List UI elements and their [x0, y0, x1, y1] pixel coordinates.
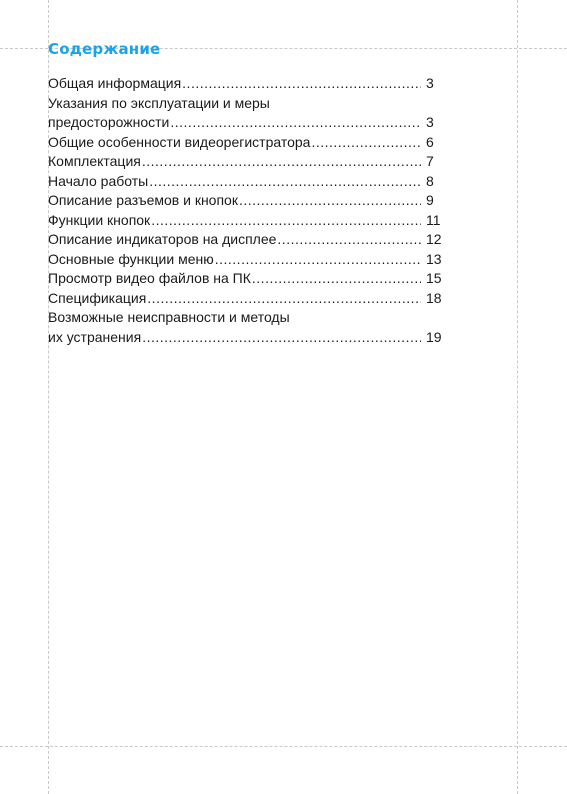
toc-leader-dots [239, 191, 421, 211]
toc-entry[interactable] [48, 211, 444, 231]
toc-leader-dots [142, 152, 421, 172]
toc-entry-title-line: Возможные неисправности и методы [48, 309, 290, 325]
toc-entry[interactable] [48, 152, 444, 172]
toc-page-number: 8 [426, 172, 434, 189]
toc-entry-title: Комплектация [48, 153, 141, 169]
toc-leader-dots [151, 211, 421, 231]
toc-leader-dots [277, 230, 421, 250]
toc-entry-title: предосторожности [48, 114, 170, 130]
toc-page-number: 11 [426, 211, 441, 228]
toc-entry-title: Общие особенности видеорегистратора [48, 133, 311, 150]
toc-leader-dots [215, 250, 421, 270]
toc-entry-title-line: Указания по эксплуатации и меры [48, 94, 270, 111]
toc-entry[interactable] [48, 94, 444, 133]
toc-entry-title: Описание индикаторов на дисплее [48, 231, 277, 247]
toc-entry-title: Начало работы [48, 172, 149, 189]
toc-page-number: 13 [426, 250, 442, 267]
toc-entry-title: их устранения [48, 328, 142, 345]
toc-entry[interactable] [48, 74, 444, 94]
table-of-contents [48, 74, 444, 347]
toc-page-number: 3 [426, 75, 434, 91]
toc-leader-dots [142, 328, 421, 348]
toc-page-number: 19 [426, 328, 442, 345]
page-title: Содержание [48, 40, 161, 58]
toc-entry-title: Просмотр видео файлов на ПК [48, 270, 251, 286]
toc-page-number: 15 [426, 270, 442, 286]
crop-guide-right [517, 0, 518, 794]
crop-guide-bottom [0, 746, 567, 747]
toc-entry[interactable] [48, 250, 444, 270]
toc-leader-dots [170, 113, 421, 133]
toc-entry-title: Описание разъемов и кнопок [48, 192, 238, 208]
toc-entry[interactable] [48, 191, 444, 211]
toc-entry[interactable] [48, 269, 444, 289]
toc-leader-dots [182, 74, 421, 94]
toc-entry-title: Функции кнопок [48, 211, 151, 228]
toc-entry[interactable] [48, 308, 444, 347]
toc-entry-title: Общая информация [48, 75, 182, 91]
toc-leader-dots [149, 172, 421, 192]
toc-page-number: 9 [426, 192, 434, 208]
toc-entry[interactable] [48, 230, 444, 250]
toc-leader-dots [311, 133, 421, 153]
toc-entry-title: Спецификация [48, 289, 147, 306]
toc-entry[interactable] [48, 172, 444, 192]
toc-page-number: 12 [426, 231, 442, 247]
toc-leader-dots [252, 269, 421, 289]
toc-page-number: 18 [426, 289, 442, 306]
toc-entry-title: Основные функции меню [48, 250, 214, 267]
toc-page-number: 7 [426, 153, 434, 169]
toc-entry[interactable] [48, 289, 444, 309]
toc-page-number: 6 [426, 133, 434, 150]
toc-entry[interactable] [48, 133, 444, 153]
toc-leader-dots [147, 289, 421, 309]
toc-page-number: 3 [426, 114, 434, 130]
